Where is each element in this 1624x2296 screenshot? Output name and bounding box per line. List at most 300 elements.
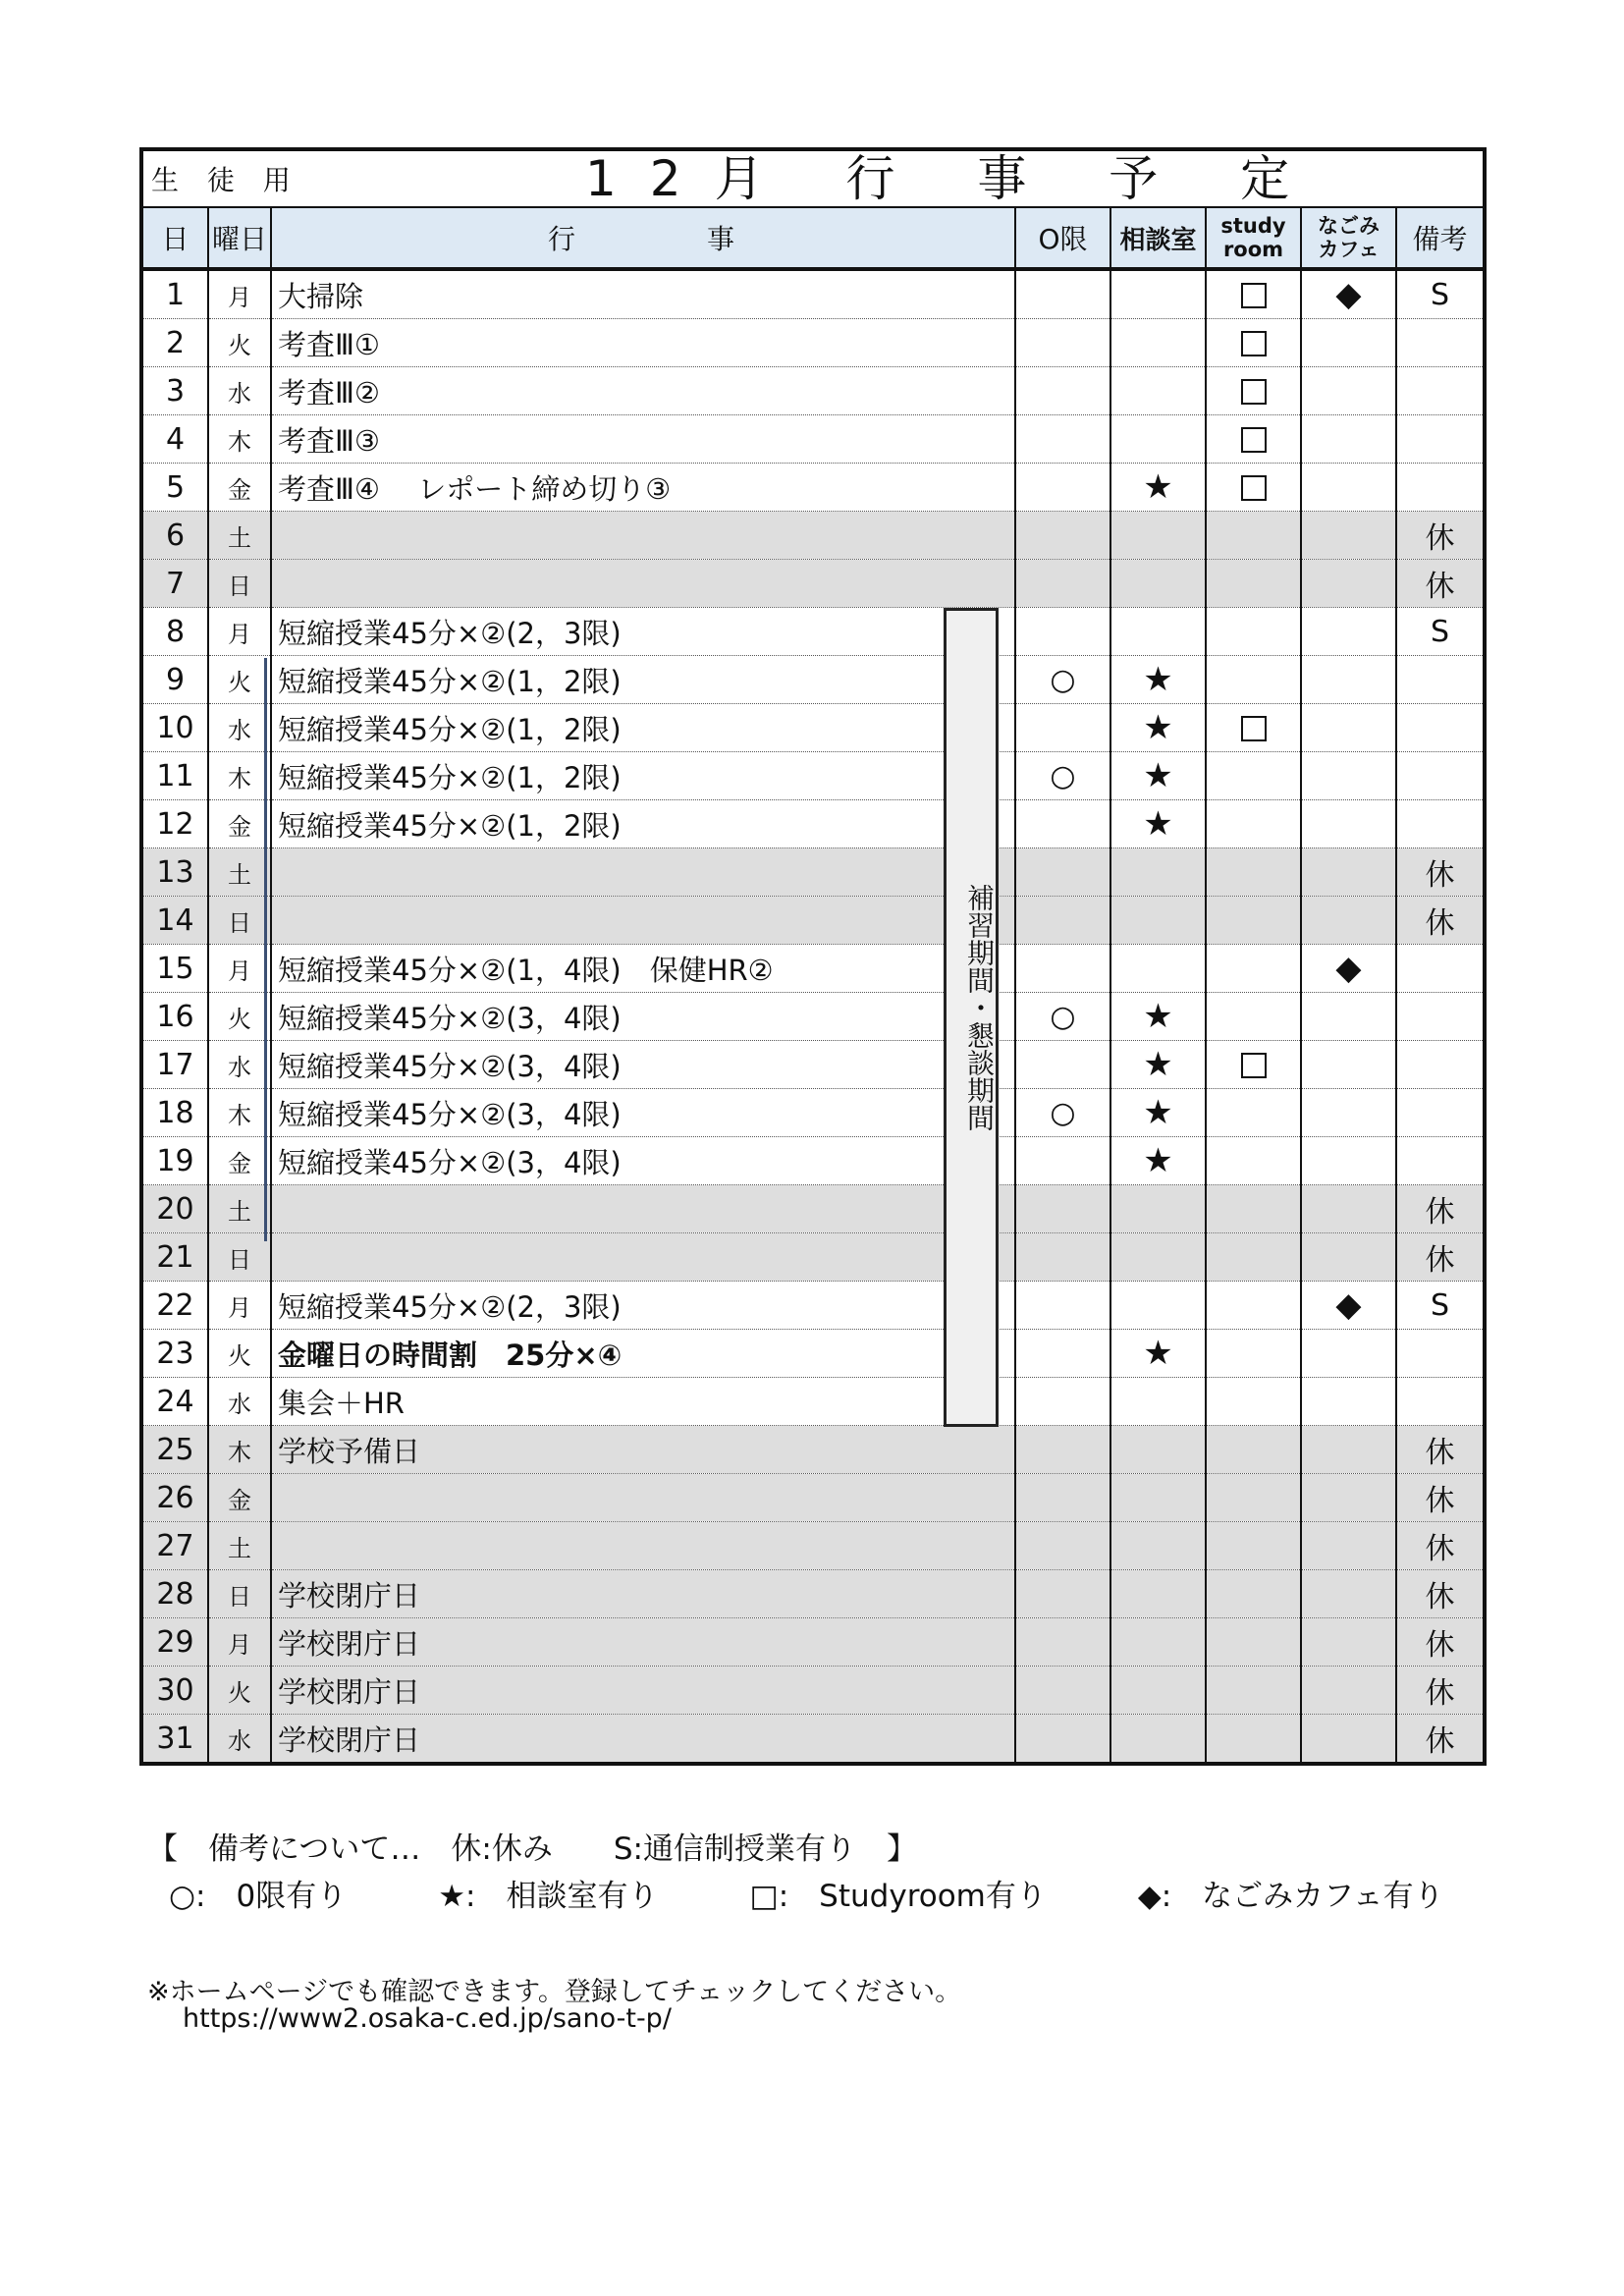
nagomi-cell — [1301, 1089, 1396, 1137]
event-cell — [271, 1474, 1015, 1522]
studyroom-cell — [1206, 848, 1301, 897]
weekday-cell: 火 — [208, 993, 271, 1041]
studyroom-cell — [1206, 752, 1301, 800]
table-row — [143, 848, 1483, 897]
schedule-sheet — [139, 147, 1487, 1766]
consult-cell: ★ — [1110, 1089, 1206, 1137]
zero-period-cell — [1015, 1570, 1110, 1618]
table-row — [143, 1185, 1483, 1233]
remarks-cell: 休 — [1396, 1618, 1483, 1667]
day-cell: 11 — [143, 752, 208, 800]
period-label-box — [944, 608, 999, 1427]
remarks-cell: 休 — [1396, 1474, 1483, 1522]
table-row — [143, 704, 1483, 752]
consult-cell — [1110, 1426, 1206, 1474]
consult-cell: ★ — [1110, 752, 1206, 800]
audience-label: 生 徒 用 — [151, 164, 300, 196]
remarks-cell: S — [1396, 1282, 1483, 1330]
weekday-cell: 水 — [208, 1715, 271, 1763]
studyroom-cell — [1206, 1330, 1301, 1378]
nagomi-cell — [1301, 1715, 1396, 1763]
zero-period-cell — [1015, 1282, 1110, 1330]
nagomi-cell — [1301, 608, 1396, 656]
weekday-cell: 金 — [208, 800, 271, 848]
event-cell: 学校閉庁日 — [271, 1570, 1015, 1618]
event-cell: 短縮授業45分×②(1，2限) — [271, 656, 1015, 704]
weekday-cell: 月 — [208, 608, 271, 656]
event-cell: 考査Ⅲ② — [271, 367, 1015, 415]
weekday-cell: 火 — [208, 1667, 271, 1715]
consult-cell — [1110, 608, 1206, 656]
zero-period-cell — [1015, 1041, 1110, 1089]
weekday-cell: 月 — [208, 269, 271, 319]
nagomi-cell — [1301, 464, 1396, 512]
studyroom-cell — [1206, 656, 1301, 704]
consult-cell — [1110, 560, 1206, 608]
table-row — [143, 1233, 1483, 1282]
nagomi-cell — [1301, 1570, 1396, 1618]
weekday-cell: 日 — [208, 897, 271, 945]
table-row — [143, 269, 1483, 319]
studyroom-cell — [1206, 993, 1301, 1041]
remarks-cell — [1396, 1089, 1483, 1137]
day-cell: 13 — [143, 848, 208, 897]
day-cell: 8 — [143, 608, 208, 656]
nagomi-cell — [1301, 1378, 1396, 1426]
nagomi-cell — [1301, 848, 1396, 897]
event-cell: 金曜日の時間割 25分×④ — [271, 1330, 1015, 1378]
event-cell — [271, 560, 1015, 608]
consult-cell: ★ — [1110, 1330, 1206, 1378]
table-row — [143, 1618, 1483, 1667]
day-cell: 26 — [143, 1474, 208, 1522]
remarks-cell: 休 — [1396, 848, 1483, 897]
studyroom-cell — [1206, 800, 1301, 848]
consult-cell — [1110, 319, 1206, 367]
studyroom-cell — [1206, 897, 1301, 945]
nagomi-cell — [1301, 1233, 1396, 1282]
nagomi-cell — [1301, 1474, 1396, 1522]
table-row — [143, 993, 1483, 1041]
remarks-cell: 休 — [1396, 512, 1483, 560]
remarks-cell: 休 — [1396, 1715, 1483, 1763]
consult-cell: ★ — [1110, 704, 1206, 752]
remarks-cell — [1396, 656, 1483, 704]
studyroom-cell — [1206, 1089, 1301, 1137]
weekday-cell: 水 — [208, 367, 271, 415]
day-cell: 19 — [143, 1137, 208, 1185]
zero-period-cell: ○ — [1015, 752, 1110, 800]
event-cell: 学校予備日 — [271, 1426, 1015, 1474]
day-cell: 23 — [143, 1330, 208, 1378]
event-cell — [271, 897, 1015, 945]
table-row — [143, 1522, 1483, 1570]
day-cell: 17 — [143, 1041, 208, 1089]
table-row — [143, 1137, 1483, 1185]
table-row — [143, 1667, 1483, 1715]
table-row — [143, 367, 1483, 415]
day-cell: 5 — [143, 464, 208, 512]
studyroom-cell — [1206, 269, 1301, 319]
period-span-line — [264, 658, 267, 1241]
day-cell: 7 — [143, 560, 208, 608]
zero-period-cell — [1015, 1378, 1110, 1426]
studyroom-box-icon — [1241, 716, 1267, 741]
table-row — [143, 319, 1483, 367]
day-cell: 22 — [143, 1282, 208, 1330]
weekday-cell: 月 — [208, 1282, 271, 1330]
studyroom-cell — [1206, 1282, 1301, 1330]
table-row — [143, 1715, 1483, 1763]
event-cell: 考査Ⅲ③ — [271, 415, 1015, 464]
event-cell: 短縮授業45分×②(3，4限) — [271, 1041, 1015, 1089]
nagomi-cell — [1301, 1330, 1396, 1378]
remarks-cell — [1396, 1041, 1483, 1089]
nagomi-cell — [1301, 1522, 1396, 1570]
zero-period-cell — [1015, 269, 1110, 319]
weekday-cell: 火 — [208, 319, 271, 367]
remarks-cell: 休 — [1396, 1185, 1483, 1233]
studyroom-cell — [1206, 1185, 1301, 1233]
studyroom-box-icon — [1241, 475, 1267, 501]
weekday-cell: 水 — [208, 1378, 271, 1426]
studyroom-cell — [1206, 608, 1301, 656]
remarks-cell — [1396, 1137, 1483, 1185]
day-cell: 21 — [143, 1233, 208, 1282]
studyroom-cell — [1206, 464, 1301, 512]
event-cell: 短縮授業45分×②(3，4限) — [271, 993, 1015, 1041]
nagomi-cell: ◆ — [1301, 945, 1396, 993]
weekday-cell: 金 — [208, 464, 271, 512]
table-row — [143, 1474, 1483, 1522]
studyroom-cell — [1206, 1715, 1301, 1763]
day-cell: 16 — [143, 993, 208, 1041]
day-cell: 29 — [143, 1618, 208, 1667]
zero-period-cell — [1015, 560, 1110, 608]
zero-period-cell — [1015, 1667, 1110, 1715]
weekday-cell: 金 — [208, 1137, 271, 1185]
remarks-cell: S — [1396, 269, 1483, 319]
day-cell: 10 — [143, 704, 208, 752]
remarks-cell: 休 — [1396, 1667, 1483, 1715]
zero-period-cell: ○ — [1015, 1089, 1110, 1137]
consult-cell — [1110, 1522, 1206, 1570]
day-cell: 1 — [165, 277, 186, 312]
consult-cell — [1110, 1233, 1206, 1282]
zero-period-cell: ○ — [1015, 656, 1110, 704]
zero-period-cell: ○ — [1015, 993, 1110, 1041]
col-consult-header: 相談室 — [1110, 208, 1206, 269]
remarks-cell — [1396, 319, 1483, 367]
day-cell: 15 — [143, 945, 208, 993]
weekday-cell: 木 — [208, 415, 271, 464]
studyroom-cell — [1206, 367, 1301, 415]
zero-period-cell — [1015, 1474, 1110, 1522]
event-cell — [271, 1185, 1015, 1233]
col-remarks-header: 備考 — [1396, 208, 1483, 269]
zero-period-cell — [1015, 1185, 1110, 1233]
table-row — [143, 1378, 1483, 1426]
remarks-cell — [1396, 752, 1483, 800]
table-row — [143, 512, 1483, 560]
nagomi-cell: ◆ — [1301, 269, 1396, 319]
table-row — [143, 560, 1483, 608]
nagomi-cell — [1301, 993, 1396, 1041]
remarks-cell — [1396, 464, 1483, 512]
zero-period-cell — [1015, 897, 1110, 945]
zero-period-cell — [1015, 1618, 1110, 1667]
studyroom-cell — [1206, 1667, 1301, 1715]
weekday-cell: 土 — [208, 1522, 271, 1570]
weekday-cell: 水 — [208, 704, 271, 752]
event-cell: 短縮授業45分×②(3，4限) — [271, 1137, 1015, 1185]
table-row — [143, 1041, 1483, 1089]
day-cell: 3 — [143, 367, 208, 415]
studyroom-cell — [1206, 1137, 1301, 1185]
col-event-header: 行 事 — [271, 208, 1015, 269]
event-cell: 短縮授業45分×②(2，3限) — [271, 1282, 1015, 1330]
zero-period-cell — [1015, 945, 1110, 993]
table-row — [143, 1330, 1483, 1378]
zero-period-cell — [1015, 704, 1110, 752]
remarks-cell — [1396, 993, 1483, 1041]
nagomi-cell — [1301, 656, 1396, 704]
zero-period-cell — [1015, 1137, 1110, 1185]
remarks-cell: 休 — [1396, 1570, 1483, 1618]
zero-period-cell — [1015, 848, 1110, 897]
nagomi-cell — [1301, 512, 1396, 560]
studyroom-box-icon — [1241, 379, 1267, 405]
legend-symbols: ○: 0限有り ★: 相談室有り □: Studyroom有り ◆: なごみカフェ有り — [169, 1879, 1444, 1914]
nagomi-cell — [1301, 319, 1396, 367]
zero-period-cell — [1015, 1522, 1110, 1570]
header-row — [143, 208, 1483, 269]
studyroom-cell — [1206, 945, 1301, 993]
day-cell: 9 — [143, 656, 208, 704]
event-cell — [271, 512, 1015, 560]
consult-cell — [1110, 848, 1206, 897]
table-row — [143, 1570, 1483, 1618]
consult-cell — [1110, 269, 1206, 319]
footer-note: ※ホームページでも確認できます。登録してチェックしてください。 — [147, 1977, 962, 2007]
weekday-cell: 木 — [208, 752, 271, 800]
consult-cell — [1110, 1667, 1206, 1715]
nagomi-cell — [1301, 1185, 1396, 1233]
consult-cell — [1110, 1185, 1206, 1233]
event-cell: 短縮授業45分×②(3，4限) — [271, 1089, 1015, 1137]
consult-cell — [1110, 1282, 1206, 1330]
remarks-cell: 休 — [1396, 897, 1483, 945]
studyroom-cell — [1206, 1233, 1301, 1282]
nagomi-cell — [1301, 560, 1396, 608]
zero-period-cell — [1015, 1233, 1110, 1282]
consult-cell — [1110, 1570, 1206, 1618]
weekday-cell: 日 — [208, 1570, 271, 1618]
remarks-cell: S — [1396, 608, 1483, 656]
day-cell: 12 — [143, 800, 208, 848]
studyroom-box-icon — [1241, 1053, 1267, 1078]
remarks-cell — [1396, 945, 1483, 993]
consult-cell — [1110, 1378, 1206, 1426]
event-cell: 短縮授業45分×②(1，2限) — [271, 704, 1015, 752]
event-cell: 短縮授業45分×②(1，2限) — [271, 800, 1015, 848]
event-cell: 短縮授業45分×②(1，2限) — [271, 752, 1015, 800]
studyroom-box-icon — [1241, 331, 1267, 356]
consult-cell — [1110, 1715, 1206, 1763]
weekday-cell: 土 — [208, 848, 271, 897]
remarks-cell: 休 — [1396, 1522, 1483, 1570]
day-cell: 31 — [143, 1715, 208, 1763]
event-cell — [271, 1233, 1015, 1282]
page-title: 12月 行 事 予 定 — [585, 150, 1324, 207]
footer-url[interactable]: https://www2.osaka-c.ed.jp/sano-t-p/ — [183, 2003, 672, 2034]
studyroom-cell — [1206, 1474, 1301, 1522]
table-row — [143, 800, 1483, 848]
table-row — [143, 415, 1483, 464]
studyroom-box-icon — [1241, 427, 1267, 453]
remarks-cell — [1396, 704, 1483, 752]
nagomi-cell — [1301, 415, 1396, 464]
zero-period-cell — [1015, 1426, 1110, 1474]
studyroom-cell — [1206, 1570, 1301, 1618]
day-cell: 14 — [143, 897, 208, 945]
day-cell: 4 — [143, 415, 208, 464]
event-cell: 短縮授業45分×②(2，3限) — [271, 608, 1015, 656]
event-cell: 学校閉庁日 — [271, 1618, 1015, 1667]
zero-period-cell — [1015, 319, 1110, 367]
day-cell: 24 — [143, 1378, 208, 1426]
consult-cell: ★ — [1110, 464, 1206, 512]
nagomi-cell — [1301, 752, 1396, 800]
zero-period-cell — [1015, 464, 1110, 512]
nagomi-cell — [1301, 704, 1396, 752]
weekday-cell: 日 — [208, 560, 271, 608]
table-row — [143, 1282, 1483, 1330]
consult-cell: ★ — [1110, 1137, 1206, 1185]
consult-cell: ★ — [1110, 1041, 1206, 1089]
remarks-cell: 休 — [1396, 1233, 1483, 1282]
studyroom-cell — [1206, 1378, 1301, 1426]
event-cell: 短縮授業45分×②(1，4限) 保健HR② — [271, 945, 1015, 993]
table-row — [143, 897, 1483, 945]
nagomi-cell — [1301, 367, 1396, 415]
event-cell: 集会＋HR — [271, 1378, 1015, 1426]
studyroom-cell — [1206, 704, 1301, 752]
consult-cell — [1110, 897, 1206, 945]
studyroom-cell — [1206, 512, 1301, 560]
zero-period-cell — [1015, 800, 1110, 848]
weekday-cell: 月 — [208, 945, 271, 993]
consult-cell — [1110, 512, 1206, 560]
weekday-cell: 月 — [208, 1618, 271, 1667]
event-cell — [271, 848, 1015, 897]
zero-period-cell — [1015, 1715, 1110, 1763]
day-cell: 20 — [143, 1185, 208, 1233]
nagomi-cell — [1301, 897, 1396, 945]
studyroom-cell — [1206, 1041, 1301, 1089]
col-study-header: study room — [1206, 208, 1301, 269]
day-cell: 6 — [143, 512, 208, 560]
table-row — [143, 945, 1483, 993]
consult-cell — [1110, 945, 1206, 993]
consult-cell: ★ — [1110, 993, 1206, 1041]
table-row — [143, 464, 1483, 512]
schedule-table — [143, 208, 1483, 1762]
zero-period-cell — [1015, 415, 1110, 464]
weekday-cell: 木 — [208, 1426, 271, 1474]
remarks-cell — [1396, 415, 1483, 464]
remarks-cell — [1396, 1330, 1483, 1378]
remarks-cell: 休 — [1396, 560, 1483, 608]
legend-remarks: 【 備考について… 休:休み S:通信制授業有り 】 — [147, 1831, 917, 1867]
consult-cell: ★ — [1110, 656, 1206, 704]
table-row — [143, 656, 1483, 704]
weekday-cell: 水 — [208, 1041, 271, 1089]
consult-cell — [1110, 367, 1206, 415]
table-row — [143, 1426, 1483, 1474]
remarks-cell: 休 — [1396, 1426, 1483, 1474]
nagomi-cell — [1301, 1426, 1396, 1474]
studyroom-cell — [1206, 415, 1301, 464]
col-zero-header: O限 — [1015, 208, 1110, 269]
table-row — [143, 1089, 1483, 1137]
event-cell: 考査Ⅲ④ レポート締め切り③ — [271, 464, 1015, 512]
event-cell — [271, 1522, 1015, 1570]
weekday-cell: 日 — [208, 1233, 271, 1282]
weekday-cell: 土 — [208, 1185, 271, 1233]
studyroom-cell — [1206, 560, 1301, 608]
studyroom-box-icon — [1241, 283, 1267, 308]
event-cell: 大掃除 — [271, 269, 1015, 319]
nagomi-cell: ◆ — [1301, 1282, 1396, 1330]
weekday-cell: 木 — [208, 1089, 271, 1137]
remarks-cell — [1396, 800, 1483, 848]
consult-cell — [1110, 1474, 1206, 1522]
weekday-cell: 土 — [208, 512, 271, 560]
weekday-cell: 金 — [208, 1474, 271, 1522]
weekday-cell: 火 — [208, 1330, 271, 1378]
day-cell: 28 — [143, 1570, 208, 1618]
remarks-cell — [1396, 367, 1483, 415]
studyroom-cell — [1206, 319, 1301, 367]
zero-period-cell — [1015, 1330, 1110, 1378]
nagomi-cell — [1301, 1137, 1396, 1185]
table-row — [143, 608, 1483, 656]
nagomi-cell — [1301, 1041, 1396, 1089]
remarks-cell — [1396, 1378, 1483, 1426]
day-cell: 27 — [143, 1522, 208, 1570]
nagomi-cell — [1301, 1667, 1396, 1715]
weekday-cell: 火 — [208, 656, 271, 704]
title-row — [143, 151, 1483, 208]
day-cell: 30 — [143, 1667, 208, 1715]
consult-cell — [1110, 415, 1206, 464]
col-nagomi-header: なごみ カフェ — [1301, 208, 1396, 269]
col-day-header: 日 — [143, 208, 208, 269]
table-row — [143, 752, 1483, 800]
zero-period-cell — [1015, 512, 1110, 560]
event-cell: 考査Ⅲ① — [271, 319, 1015, 367]
nagomi-cell — [1301, 800, 1396, 848]
day-cell: 2 — [143, 319, 208, 367]
period-label: 補習期間・懇談期間 — [963, 884, 996, 1131]
consult-cell: ★ — [1110, 800, 1206, 848]
zero-period-cell — [1015, 608, 1110, 656]
studyroom-cell — [1206, 1522, 1301, 1570]
day-cell: 18 — [143, 1089, 208, 1137]
zero-period-cell — [1015, 367, 1110, 415]
col-weekday-header: 曜日 — [208, 208, 271, 269]
